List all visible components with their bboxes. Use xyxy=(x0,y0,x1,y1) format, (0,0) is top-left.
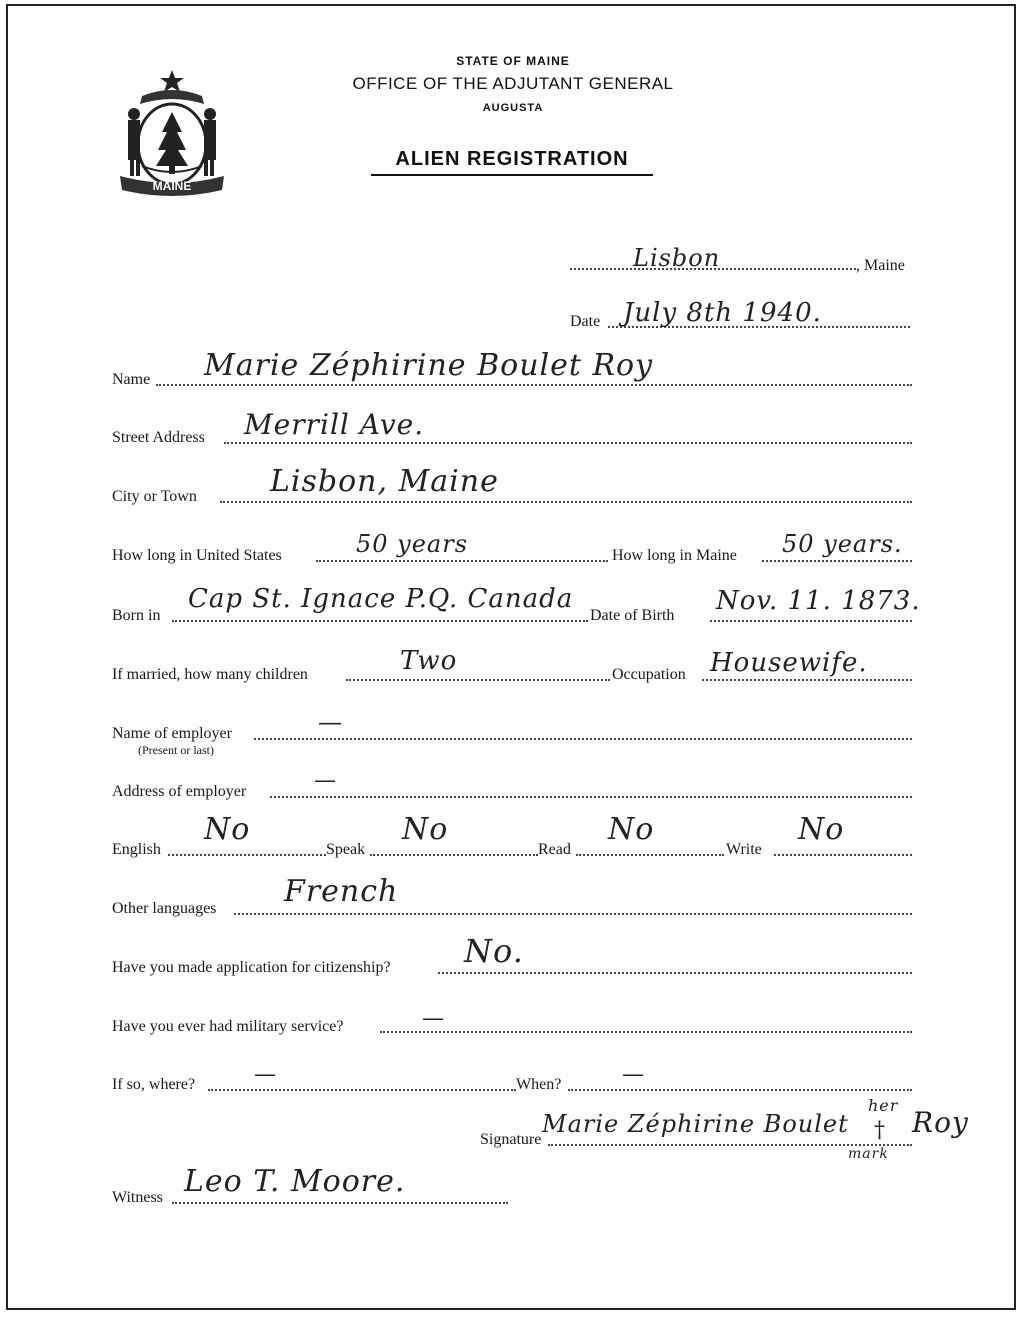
maine-duration-entry: 50 years. xyxy=(782,530,903,558)
birthdate-line xyxy=(710,620,912,622)
witness-entry: Leo T. Moore. xyxy=(184,1164,406,1199)
signature-mark: † xyxy=(874,1118,886,1143)
english-line xyxy=(168,854,326,856)
other-languages-line xyxy=(234,913,912,915)
place-entry: Lisbon xyxy=(633,244,721,272)
children-line xyxy=(346,679,610,681)
write-label: Write xyxy=(726,841,762,858)
signature-label: Signature xyxy=(480,1131,542,1148)
birthplace-line xyxy=(172,620,588,622)
date-label: Date xyxy=(570,313,601,330)
military-label: Have you ever had military service? xyxy=(112,1018,344,1035)
city-entry: Lisbon, Maine xyxy=(270,464,499,499)
birthplace-label: Born in xyxy=(112,607,161,624)
signature-mark-bottom: mark xyxy=(848,1146,889,1162)
signature-surname: Roy xyxy=(912,1106,969,1139)
registration-form xyxy=(6,4,1016,1310)
where-label: If so, where? xyxy=(112,1076,196,1093)
header-city: AUGUSTA xyxy=(482,102,544,114)
employer-address-entry: — xyxy=(314,768,337,793)
place-suffix-label: , Maine xyxy=(856,257,905,274)
military-line xyxy=(380,1031,912,1033)
children-entry: Two xyxy=(400,646,458,676)
speak-label: Speak xyxy=(326,841,366,858)
other-languages-entry: French xyxy=(284,874,399,909)
read-entry: No xyxy=(608,812,655,847)
military-entry: — xyxy=(422,1006,445,1031)
us-duration-label: How long in United States xyxy=(112,547,282,564)
when-entry: — xyxy=(622,1062,645,1087)
date-entry: July 8th 1940. xyxy=(623,298,822,328)
maine-duration-label: How long in Maine xyxy=(612,547,737,564)
speak-line xyxy=(370,854,538,856)
occupation-entry: Housewife. xyxy=(710,648,868,678)
employer-line xyxy=(254,738,912,740)
where-entry: — xyxy=(254,1062,277,1087)
name-entry: Marie Zéphirine Boulet Roy xyxy=(204,348,654,383)
birthplace-entry: Cap St. Ignace P.Q. Canada xyxy=(188,584,574,614)
when-label: When? xyxy=(516,1076,562,1093)
employer-entry: — xyxy=(318,708,343,736)
us-duration-entry: 50 years xyxy=(356,530,469,558)
witness-line xyxy=(172,1202,508,1204)
write-entry: No xyxy=(798,812,845,847)
signature-entry: Marie Zéphirine Boulet xyxy=(542,1110,849,1138)
name-line xyxy=(156,384,912,386)
maine-duration-line xyxy=(762,560,912,562)
street-address-entry: Merrill Ave. xyxy=(244,408,425,441)
citizenship-entry: No. xyxy=(464,932,524,970)
other-languages-label: Other languages xyxy=(112,900,217,917)
employer-sublabel: (Present or last) xyxy=(138,743,214,757)
english-entry: No xyxy=(204,812,251,847)
city-line xyxy=(220,501,912,503)
when-line xyxy=(568,1089,912,1091)
city-label: City or Town xyxy=(112,488,197,505)
occupation-line xyxy=(702,679,912,681)
employer-address-line xyxy=(270,796,912,798)
header-office: OFFICE OF THE ADJUTANT GENERAL xyxy=(352,74,674,93)
citizenship-line xyxy=(438,972,912,974)
witness-label: Witness xyxy=(112,1189,163,1206)
signature-mark-top: her xyxy=(868,1096,899,1115)
street-address-line xyxy=(224,442,912,444)
street-address-label: Street Address xyxy=(112,429,205,446)
birthdate-label: Date of Birth xyxy=(590,607,675,624)
svg-text:MAINE: MAINE xyxy=(152,179,192,193)
speak-entry: No xyxy=(402,812,449,847)
read-label: Read xyxy=(538,841,571,858)
read-line xyxy=(576,854,724,856)
header-state: STATE OF MAINE xyxy=(456,54,570,68)
name-label: Name xyxy=(112,371,151,388)
occupation-label: Occupation xyxy=(612,666,686,683)
where-line xyxy=(208,1089,516,1091)
birthdate-entry: Nov. 11. 1873. xyxy=(716,586,921,616)
employer-address-label: Address of employer xyxy=(112,783,247,800)
page-title: ALIEN REGISTRATION xyxy=(371,148,653,176)
children-label: If married, how many children xyxy=(112,666,308,683)
citizenship-label: Have you made application for citizenship? xyxy=(112,959,391,976)
write-line xyxy=(774,854,912,856)
us-duration-line xyxy=(316,560,608,562)
employer-label: Name of employer xyxy=(112,725,232,742)
english-label: English xyxy=(112,841,161,858)
